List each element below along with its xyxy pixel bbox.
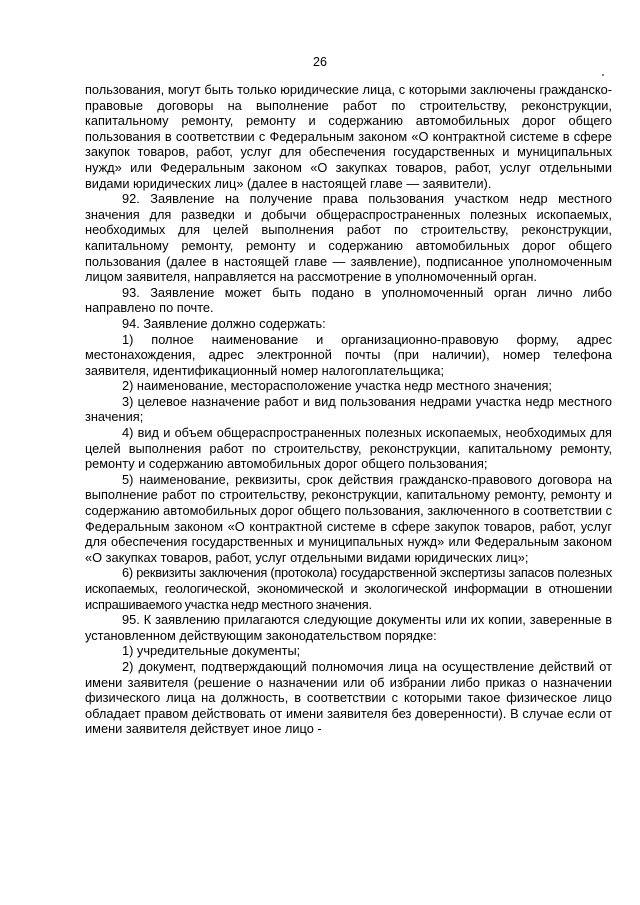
paragraph-94: 94. Заявление должно содержать: [122, 315, 326, 331]
document-body [85, 82, 612, 737]
page-number: 26 [313, 55, 327, 69]
paragraph-95: 95. К заявлению прилагаются следующие документы или их копии, заверенные в установленном действующим законодательством порядке: [85, 612, 612, 643]
paragraph-continuation: пользования, могут быть только юридические лица, с которыми заключены гражданско-правовые договоры на выполнение работ по строительству, реконструкции, капитальному ремонту, ремонту и содержанию автомобильных дорог общего пользования в соответствии с Федеральным законом «О контрактной системе в сфере закупок товаров, работ, услуг для обеспечения государственных и муниципальных нужд» или Федеральным законом «О закупках товаров, работ, услуг отдельными видами юридических лиц» (далее в настоящей главе — заявители). [85, 82, 612, 191]
scan-speck [602, 74, 604, 76]
list-item-94-5: 5) наименование, реквизиты, срок действия гражданско-правового договора на выполнение работ по строительству, реконструкции, капитальному ремонту, ремонту и содержанию автомобильных дорог общего пользования, заключенного в соответствии с Федеральным законом «О контрактной системе в сфере закупок товаров, работ, услуг для обеспечения государственных и муниципальных нужд» или Федеральным законом «О закупках товаров, работ, услуг отдельными видами юридических лиц»; [85, 471, 612, 565]
paragraph-92: 92. Заявление на получение права пользования участком недр местного значения для разведки и добычи общераспространенных полезных ископаемых, необходимых для целей выполнения работ по строительству, реконструкции, капитальному ремонту, ремонту и содержанию автомобильных дорог общего пользования (далее в настоящей главе — заявление), подписанное уполномоченным лицом заявителя, направляется на рассмотрение в уполномоченный орган. [85, 191, 612, 285]
list-item-95-2: 2) документ, подтверждающий полномочия лица на осуществление действий от имени заявителя (решение о назначении или об избрании либо приказ о назначении физического лица на должность, в соответствии с которыми такое физическое лицо обладает правом действовать от имени заявителя без доверенности). В случае если от имени заявителя действует иное лицо - [85, 658, 612, 737]
list-item-94-4: 4) вид и объем общераспространенных полезных ископаемых, необходимых для целей выполнения работ по строительству, реконструкции, капитальному ремонту, ремонту и содержанию автомобильных дорог общего пользования; [85, 425, 612, 472]
list-item-94-1: 1) полное наименование и организационно-правовую форму, адрес местонахождения, адрес электронной почты (при наличии), номер телефона заявителя, идентификационный номер налогоплательщика; [85, 331, 612, 378]
list-item-94-2: 2) наименование, месторасположение участка недр местного значения; [122, 378, 552, 394]
list-item-95-1: 1) учредительные документы; [122, 643, 301, 659]
paragraph-93: 93. Заявление может быть подано в уполномоченный орган лично либо направлено по почте. [85, 284, 612, 316]
list-item-94-3: 3) целевое назначение работ и вид пользования недрами участка недр местного значения; [85, 393, 612, 425]
list-item-94-6: 6) реквизиты заключения (протокола) государственной экспертизы запасов полезных ископаемых, геологической, экономической и экологической информации в отношении испрашиваемого участка недр местного значения. [85, 565, 612, 612]
